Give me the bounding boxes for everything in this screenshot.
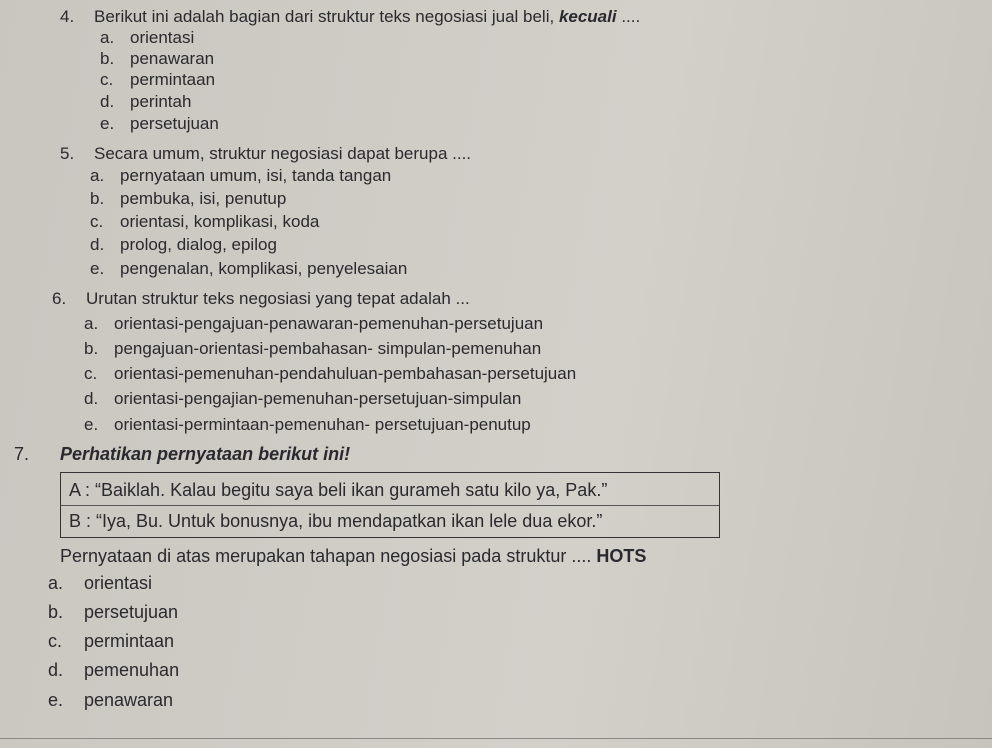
option-letter: a. (100, 28, 115, 47)
question-number: 7. (14, 444, 30, 464)
option-text: orientasi-pengajian-pemenuhan-persetujuan-simpulan (114, 389, 522, 408)
option-text: penawaran (130, 49, 215, 68)
option-text: permintaan (84, 631, 175, 651)
option-letter: a. (48, 573, 64, 593)
option-text: orientasi (84, 573, 153, 593)
option-letter: e. (48, 690, 64, 710)
option-text: permintaan (130, 70, 216, 89)
option-letter: b. (90, 189, 105, 208)
question-7 (14, 444, 350, 465)
question-number: 6. (52, 289, 67, 308)
page-bottom-rule (0, 738, 992, 739)
option-5e[interactable] (90, 258, 407, 279)
question-text: Berikut ini adalah bagian dari struktur teks negosiasi jual beli, (94, 7, 559, 26)
option-letter: c. (90, 212, 104, 231)
dialog-divider (61, 505, 719, 506)
option-4e[interactable] (100, 113, 219, 134)
dialog-speaker: B (69, 511, 82, 531)
option-text: orientasi-pengajuan-penawaran-pemenuhan-persetujuan (114, 314, 544, 333)
option-text: orientasi-pemenuhan-pendahuluan-pembahasan-persetujuan (114, 364, 577, 383)
option-text: pembuka, isi, penutup (120, 189, 287, 208)
option-6d[interactable] (84, 388, 521, 409)
option-letter: e. (90, 259, 105, 278)
question-text-end: .... (616, 7, 641, 26)
option-text: pengajuan-orientasi-pembahasan- simpulan-pemenuhan (114, 339, 542, 358)
option-5a[interactable] (90, 165, 391, 186)
hots-tag: HOTS (596, 546, 647, 566)
option-text: orientasi (130, 28, 195, 47)
option-5b[interactable] (90, 188, 286, 209)
option-letter: b. (48, 602, 64, 622)
option-letter: d. (100, 92, 115, 111)
option-letter: e. (100, 114, 115, 133)
option-letter: c. (100, 70, 114, 89)
question-emphasis: kecuali (558, 7, 617, 26)
option-letter: d. (90, 235, 105, 254)
option-6c[interactable] (84, 363, 576, 384)
dialog-text: : “Baiklah. Kalau begitu saya beli ikan gurameh satu kilo ya, Pak.” (85, 480, 608, 500)
question-text: Perhatikan pernyataan berikut ini! (60, 444, 351, 464)
option-letter: d. (48, 660, 64, 680)
option-6e[interactable] (84, 414, 531, 435)
option-letter: d. (84, 389, 99, 408)
option-text: pemenuhan (84, 660, 180, 680)
option-7e[interactable] (48, 690, 173, 711)
option-text: pernyataan umum, isi, tanda tangan (120, 166, 392, 185)
dialog-box (60, 472, 720, 538)
question-prompt-text: Pernyataan di atas merupakan tahapan negosiasi pada struktur .... (60, 546, 597, 566)
option-text: prolog, dialog, epilog (120, 235, 277, 254)
option-4a[interactable] (100, 27, 194, 48)
option-text: perintah (130, 92, 192, 111)
option-text: orientasi-permintaan-pemenuhan- persetujuan-penutup (114, 415, 531, 434)
option-4d[interactable] (100, 91, 191, 112)
option-text: orientasi, komplikasi, koda (120, 212, 320, 231)
question-number: 4. (60, 7, 75, 26)
question-number: 5. (60, 144, 75, 163)
dialog-line-a (69, 479, 607, 501)
option-letter: e. (84, 415, 99, 434)
option-4c[interactable] (100, 69, 215, 90)
option-letter: c. (84, 364, 98, 383)
option-6b[interactable] (84, 338, 541, 359)
option-5c[interactable] (90, 211, 319, 232)
question-text: Urutan struktur teks negosiasi yang tepat adalah ... (86, 289, 470, 308)
dialog-line-b (69, 510, 602, 532)
question-6 (52, 288, 470, 309)
option-text: persetujuan (84, 602, 179, 622)
option-text: penawaran (84, 690, 174, 710)
option-6a[interactable] (84, 313, 543, 334)
option-text: persetujuan (130, 114, 219, 133)
option-letter: b. (84, 339, 99, 358)
question-5 (60, 143, 471, 164)
option-letter: c. (48, 631, 63, 651)
option-letter: a. (84, 314, 99, 333)
question-7-prompt (60, 546, 646, 567)
dialog-text: : “Iya, Bu. Untuk bonusnya, ibu mendapatkan ikan lele dua ekor.” (86, 511, 603, 531)
option-5d[interactable] (90, 234, 277, 255)
option-letter: b. (100, 49, 115, 68)
option-7b[interactable] (48, 602, 178, 623)
option-text: pengenalan, komplikasi, penyelesaian (120, 259, 408, 278)
dialog-speaker: A (69, 480, 81, 500)
option-letter: a. (90, 166, 105, 185)
option-7d[interactable] (48, 660, 179, 681)
option-7c[interactable] (48, 631, 174, 652)
option-7a[interactable] (48, 573, 152, 594)
question-text: Secara umum, struktur negosiasi dapat berupa .... (94, 144, 472, 163)
option-4b[interactable] (100, 48, 214, 69)
question-4 (60, 6, 640, 27)
